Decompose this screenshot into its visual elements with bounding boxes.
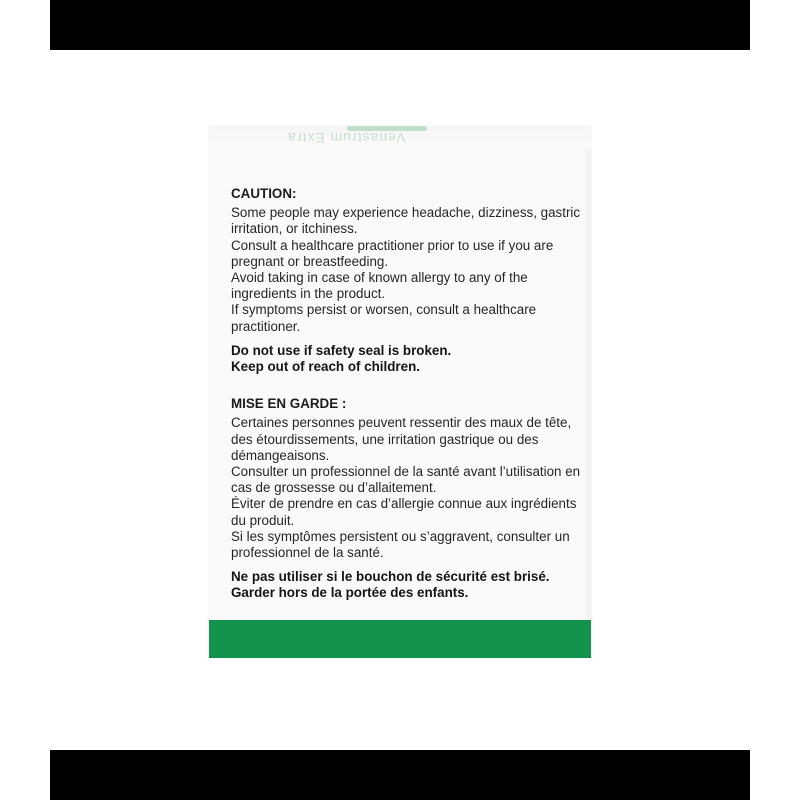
safety-seal-warning: Do not use if safety seal is broken. xyxy=(231,342,452,358)
caution-paragraph: Consult a healthcare practitioner prior to use if you are pregnant or breastfeeding. xyxy=(231,237,554,269)
english-bold-warnings xyxy=(231,343,581,375)
letterbox-bottom xyxy=(50,750,750,800)
mise-en-garde-paragraph: Éviter de prendre en cas d’allergie connue aux ingrédients du produit. xyxy=(231,496,577,528)
caution-heading: CAUTION: xyxy=(231,186,297,201)
letterbox-top xyxy=(50,0,750,50)
green-bottom-band xyxy=(209,620,591,658)
caution-paragraph: Some people may experience headache, dizziness, gastric irritation, or itchiness. xyxy=(231,205,581,237)
mirrored-brand-name: Venastrum Extra xyxy=(287,130,406,146)
box-top-flap xyxy=(209,126,591,148)
enfants-warning: Garder hors de la portée des enfants. xyxy=(231,585,469,601)
french-bold-warnings xyxy=(231,569,581,601)
mise-en-garde-paragraph: Si les symptômes persistent ou s’aggravent, consulter un professionnel de la santé. xyxy=(231,528,570,561)
mise-en-garde-paragraph: Certaines personnes peuvent ressentir des maux de tête, des étourdissements, une irritation gastrique ou des démangeaisons. xyxy=(231,415,572,463)
caution-paragraph: If symptoms persist or worsen, consult a healthcare practitioner. xyxy=(231,302,537,334)
product-box xyxy=(209,126,591,658)
mise-en-garde-paragraph: Consulter un professionnel de la santé avant l’utilisation en cas de grossesse ou d’allaitement. xyxy=(231,464,581,496)
children-warning: Keep out of reach of children. xyxy=(231,359,420,375)
mise-en-garde-heading: MISE EN GARDE : xyxy=(231,396,347,412)
caution-paragraph: Avoid taking in case of known allergy to any of the ingredients in the product. xyxy=(231,270,528,302)
warning-text-panel xyxy=(231,186,581,602)
bouchon-warning: Ne pas utiliser si le bouchon de sécurité est brisé. xyxy=(231,569,550,585)
